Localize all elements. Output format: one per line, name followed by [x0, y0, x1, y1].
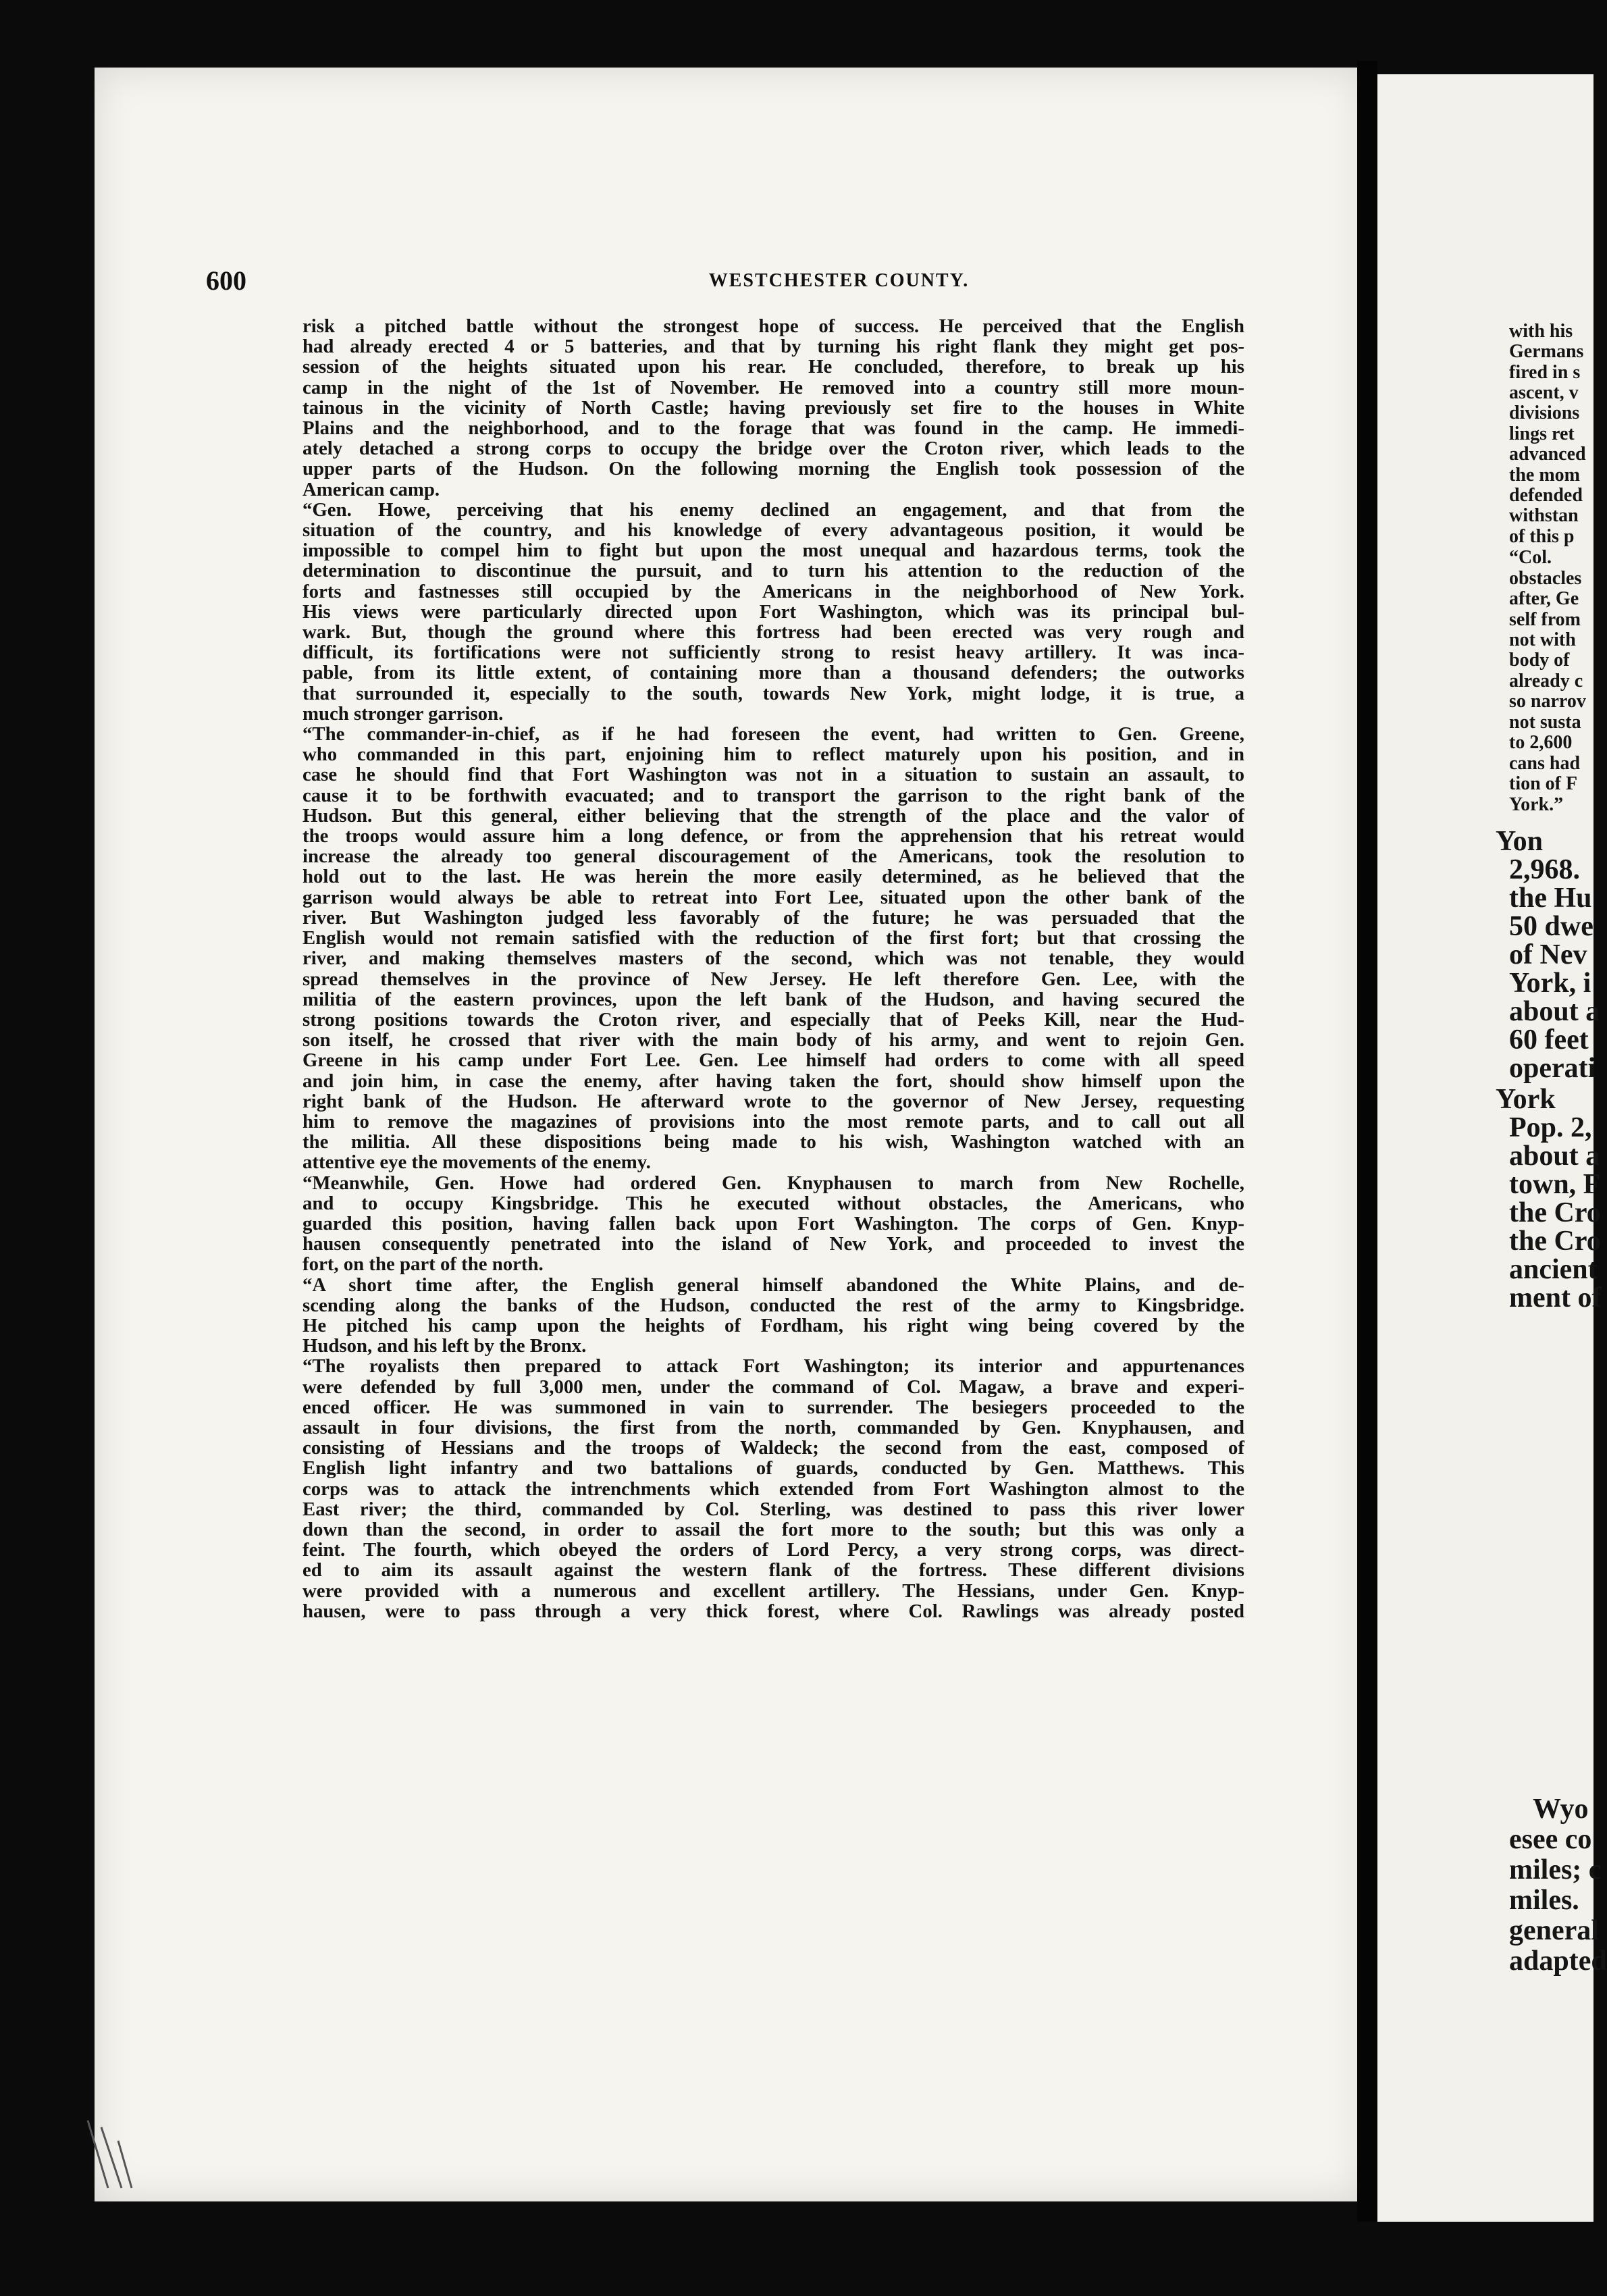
- text-line: guarded this position, having fallen back upon Fort Washington. The corps of Gen. Knyp-: [302, 1212, 1244, 1234]
- corner-fold-mark: [81, 2114, 162, 2195]
- right-page-line: “Col.: [1509, 547, 1552, 568]
- right-page-line: 2,968.: [1509, 854, 1580, 885]
- right-page-line: to 2,600: [1509, 732, 1573, 753]
- text-line: assault in four divisions, the first from the north, commanded by Gen. Knyphausen, and: [302, 1416, 1244, 1438]
- text-line: ately detached a strong corps to occupy the bridge over the Croton river, which leads to the: [302, 438, 1244, 460]
- right-page-line: miles.: [1509, 1885, 1579, 1916]
- right-page-line: obstacles: [1509, 568, 1582, 589]
- running-head: [206, 265, 1472, 298]
- text-line: river. But Washington judged less favorably of the future; he was persuaded that the: [302, 906, 1244, 929]
- body-text: [302, 316, 1244, 1621]
- book-gutter: [1357, 61, 1377, 2222]
- right-page-line: cans had: [1509, 753, 1581, 774]
- text-line: enced officer. He was summoned in vain to surrender. The besiegers proceeded to the: [302, 1396, 1244, 1418]
- text-line: corps was to attack the intrenchments which extended from Fort Washington almost to the: [302, 1478, 1244, 1500]
- text-line: Greene in his camp under Fort Lee. Gen. Lee himself had orders to come with all speed: [302, 1049, 1244, 1072]
- text-line: him to remove the magazines of provisions into the most remote parts, and to call out all: [302, 1110, 1244, 1132]
- text-line: and to occupy Kingsbridge. This he executed without obstacles, the Americans, who: [302, 1192, 1244, 1214]
- text-line: and join him, in case the enemy, after having taken the fort, should show himself upon the: [302, 1070, 1244, 1092]
- text-line: Hudson. But this general, either believing that the strength of the place and the valor of: [302, 804, 1244, 827]
- text-line: increase the already too general discouragement of the Americans, took the resolution to: [302, 845, 1244, 868]
- right-page-line: fired in s: [1509, 362, 1581, 383]
- text-line: American camp.: [302, 478, 440, 500]
- text-line: Plains and the neighborhood, and to the forage that was found in the camp. He immedi-: [302, 417, 1244, 440]
- text-line: case he should find that Fort Washington was not in a situation to sustain an assault, to: [302, 764, 1244, 786]
- right-page-line: defended: [1509, 485, 1583, 506]
- right-page-line: the mom: [1509, 465, 1580, 486]
- right-page-line: already c: [1509, 671, 1583, 692]
- text-line: He pitched his camp upon the heights of Fordham, his right wing being covered by the: [302, 1314, 1244, 1336]
- text-line: feint. The fourth, which obeyed the orders of Lord Percy, a very strong corps, was direct-: [302, 1539, 1244, 1561]
- right-page-line: operati: [1509, 1053, 1596, 1084]
- text-line: pable, from its little extent, of containing more than a thousand defenders; the outworks: [302, 662, 1244, 684]
- text-line: militia of the eastern provinces, upon the left bank of the Hudson, and having secured the: [302, 988, 1244, 1010]
- text-line: situation of the country, and his knowledge of every advantageous position, it would be: [302, 519, 1244, 542]
- right-page-line: the Cro: [1509, 1226, 1601, 1257]
- right-page-line: York, i: [1509, 968, 1591, 999]
- text-line: garrison would always be able to retreat into Fort Lee, situated upon the other bank of the: [302, 886, 1244, 908]
- right-page-line: not with: [1509, 629, 1576, 650]
- text-line: ed to aim its assault against the western flank of the fortress. These different divisions: [302, 1559, 1244, 1582]
- text-line: river, and making themselves masters of the second, which was not tenable, they would: [302, 947, 1244, 970]
- text-line: Hudson, and his left by the Bronx.: [302, 1335, 587, 1357]
- right-page-line: of this p: [1509, 526, 1575, 547]
- running-title: WESTCHESTER COUNTY.: [708, 270, 970, 291]
- text-line: wark. But, though the ground where this fortress had been erected was very rough and: [302, 621, 1244, 644]
- text-line: tainous in the vicinity of North Castle; having previously set fire to the houses in White: [302, 396, 1244, 419]
- text-line: risk a pitched battle without the strongest hope of success. He perceived that the English: [302, 315, 1244, 337]
- right-page-line: with his: [1509, 321, 1573, 342]
- right-page-line: York: [1496, 1084, 1556, 1115]
- text-line: His views were particularly directed upon Fort Washington, which was its principal bul-: [302, 600, 1244, 623]
- text-line: English light infantry and two battalions of guards, conducted by Gen. Matthews. This: [302, 1457, 1244, 1480]
- text-line: right bank of the Hudson. He afterward wrote to the governor of New Jersey, requesting: [302, 1090, 1244, 1112]
- right-page-line: esee co: [1509, 1824, 1592, 1855]
- right-page-line: ascent, v: [1509, 382, 1579, 403]
- text-line: session of the heights situated upon his rear. He concluded, therefore, to break up his: [302, 356, 1244, 378]
- right-page-line: general: [1509, 1915, 1599, 1946]
- right-page-line: Pop. 2,: [1509, 1112, 1592, 1143]
- text-line: “Meanwhile, Gen. Howe had ordered Gen. Knyphausen to march from New Rochelle,: [302, 1172, 1244, 1194]
- text-line: the militia. All these dispositions being made to his wish, Washington watched with an: [302, 1131, 1244, 1153]
- right-page-line: divisions: [1509, 402, 1580, 423]
- right-page-line: self from: [1509, 609, 1581, 630]
- right-page-line: town, F: [1509, 1169, 1601, 1200]
- right-page-line: ancient: [1509, 1254, 1598, 1285]
- text-line: consisting of Hessians and the troops of Waldeck; the second from the east, composed of: [302, 1437, 1244, 1459]
- right-page-line: miles; c: [1509, 1854, 1602, 1885]
- right-page-line: ment of: [1509, 1282, 1602, 1313]
- text-line: impossible to compel him to fight but upon the most unequal and hazardous terms, took the: [302, 540, 1244, 562]
- text-line: hold out to the last. He was herein the more easily determined, as he believed that the: [302, 866, 1244, 888]
- right-page-line: about a: [1509, 1141, 1600, 1172]
- text-line: who commanded in this part, enjoining him to reflect maturely upon his position, and in: [302, 743, 1244, 766]
- text-line: English would not remain satisfied with the reduction of the first fort; but that crossing the: [302, 927, 1244, 949]
- text-line: the troops would assure him a long defence, or from the apprehension that his retreat would: [302, 825, 1244, 847]
- text-line: scending along the banks of the Hudson, conducted the rest of the army to Kingsbridge.: [302, 1294, 1244, 1316]
- text-line: were defended by full 3,000 men, under the command of Col. Magaw, a brave and experi-: [302, 1376, 1244, 1398]
- text-line: attentive eye the movements of the enemy.: [302, 1151, 651, 1174]
- text-line: fort, on the part of the north.: [302, 1253, 544, 1276]
- text-line: upper parts of the Hudson. On the following morning the English took possession of the: [302, 458, 1244, 480]
- text-line: camp in the night of the 1st of November. He removed into a country still more moun-: [302, 376, 1244, 398]
- right-page-line: Germans: [1509, 341, 1584, 362]
- text-line: forts and fastnesses still occupied by the Americans in the neighborhood of New York.: [302, 580, 1244, 602]
- text-line: much stronger garrison.: [302, 702, 504, 725]
- right-page-line: of Nev: [1509, 939, 1587, 970]
- right-page-line: Yon: [1496, 826, 1544, 857]
- right-page-line: the Cro: [1509, 1197, 1601, 1228]
- right-page-line: withstan: [1509, 505, 1579, 526]
- right-page-line: body of: [1509, 650, 1570, 671]
- text-line: down than the second, in order to assail the fort more to the south; but this was only a: [302, 1518, 1244, 1540]
- page-number: 600: [206, 265, 246, 296]
- text-line: “Gen. Howe, perceiving that his enemy declined an engagement, and that from the: [302, 498, 1244, 521]
- text-line: determination to discontinue the pursuit, and to turn his attention to the reduction of the: [302, 560, 1244, 582]
- text-line: cause it to be forthwith evacuated; and to transport the garrison to the right bank of the: [302, 784, 1244, 806]
- right-page-line: advanced: [1509, 444, 1586, 465]
- right-page-line: so narrov: [1509, 691, 1586, 712]
- right-page-line: 60 feet: [1509, 1024, 1589, 1055]
- right-page-line: 50 dwe: [1509, 911, 1593, 942]
- right-page-line: about a: [1509, 996, 1600, 1027]
- text-line: that surrounded it, especially to the south, towards New York, might lodge, it is true, a: [302, 682, 1244, 704]
- right-page-line: not susta: [1509, 712, 1581, 733]
- right-page-text: [1377, 74, 1607, 2222]
- text-line: East river; the third, commanded by Col. Sterling, was destined to pass this river lower: [302, 1498, 1244, 1520]
- right-page-line: adapted: [1509, 1946, 1607, 1977]
- text-line: “The commander-in-chief, as if he had foreseen the event, had written to Gen. Greene,: [302, 723, 1244, 746]
- right-page-line: after, Ge: [1509, 588, 1579, 609]
- text-line: hausen consequently penetrated into the island of New York, and proceeded to invest the: [302, 1233, 1244, 1255]
- text-line: spread themselves in the province of New Jersey. He left therefore Gen. Lee, with the: [302, 968, 1244, 990]
- right-page-line: the Hu: [1509, 883, 1592, 914]
- text-line: strong positions towards the Croton river, and especially that of Peeks Kill, near the Hud-: [302, 1008, 1244, 1030]
- text-line: son itself, he crossed that river with the main body of his army, and went to rejoin Gen.: [302, 1029, 1244, 1051]
- right-page-line: Wyo: [1533, 1794, 1589, 1825]
- right-page-line: lings ret: [1509, 423, 1575, 444]
- text-line: “A short time after, the English general himself abandoned the White Plains, and de-: [302, 1274, 1244, 1296]
- text-line: hausen, were to pass through a very thick forest, where Col. Rawlings was already posted: [302, 1600, 1244, 1622]
- text-line: difficult, its fortifications were not sufficiently strong to resist heavy artillery. It was inca-: [302, 642, 1244, 664]
- text-line: “The royalists then prepared to attack Fort Washington; its interior and appurtenances: [302, 1355, 1244, 1378]
- text-line: had already erected 4 or 5 batteries, and that by turning his right flank they might get pos-: [302, 336, 1244, 358]
- text-line: were provided with a numerous and excellent artillery. The Hessians, under Gen. Knyp-: [302, 1580, 1244, 1602]
- right-page: [1377, 74, 1607, 2222]
- right-page-line: York.”: [1509, 794, 1564, 815]
- right-page-line: tion of F: [1509, 773, 1578, 794]
